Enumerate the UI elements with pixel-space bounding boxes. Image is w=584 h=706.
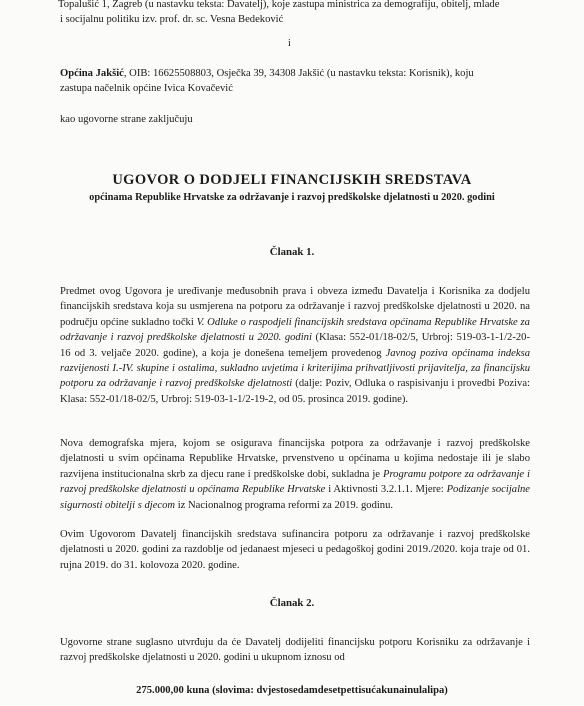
contract-title: UGOVOR O DODJELI FINANCIJSKIH SREDSTAVA (112, 172, 472, 188)
article1-paragraph1 (60, 284, 530, 407)
party1-line2: i socijalnu politiku izv. prof. dr. sc. Vesna Bedeković (60, 14, 284, 25)
a1p1-text-a: Predmet ovog Ugovora je uređivanje međusobnih prava i obveza između Davatelja i Korisnika za dodjelu financijskih sredstava koja su usmjerena na potporu za održavanje i razvoj predškolske djelatnosti u 2020. na području općine sukladno točki (60, 286, 530, 328)
intro-text: kao ugovorne strane zaključuju (60, 114, 193, 125)
a1p2-text-a: Nova demografska mjera, kojom se osigurava financijska potpora za održavanje i razvoj predškolske djelatnosti u svim općinama Republike Hrvatske, prvenstveno u općinama u kojima nedostaje ili je slabo razvijena institucionalna skrb za djecu rane i predškolske dobi, sukladna je (60, 438, 530, 480)
article2-heading: Članak 2. (269, 597, 315, 609)
party1-line1: Topalušić 1, Zagreb (u nastavku teksta: Davatelj), koje zastupa ministrica za demografiju, obitelj, mlade (58, 0, 500, 10)
a1p1-poziv-title: Javnog poziva općinama indeksa razvijenosti I.-IV. skupine i ostalima, sukladno uvjetima i kriterijima prihvatljivosti prijavitelja, za financijsku potporu za održavanje i razvoj predškolske djelatnosti (60, 347, 530, 390)
party-separator: i (288, 38, 291, 49)
a1p2-measure-title: Podizanje socijalne sigurnosti obitelji s djecom (60, 484, 531, 511)
party2-name: Općina Jakšić (60, 68, 124, 79)
article1-paragraph3: Ovim Ugovorom Davatelj financijskih sredstava sufinancira potporu za održavanje i razvoj predškolske djelatnosti u 2020. godini za razdoblje od jedanaest mjeseci u pedagoškoj godini 2019./2020. koja traje od 01. rujna 2019. do 31. kolovoza 2020. godine. (60, 529, 530, 571)
a1p2-text-c: i Aktivnosti 3.2.1.1. Mjere: (325, 484, 447, 496)
article1-paragraph2 (60, 436, 530, 513)
party2-line2: zastupa načelnik općine Ivica Kovačević (60, 83, 233, 94)
a1p2-text-e: iz Nacionalnog programa reformi za 2019. godinu. (175, 499, 394, 511)
article2-paragraph1: Ugovorne strane suglasno utvrđuju da će Davatelj dodijeliti financijsku potporu Korisniku za održavanje i razvoj predškolske djelatnosti u 2020. godini u ukupnom iznosu od (60, 637, 530, 664)
article1-heading: Članak 1. (269, 246, 315, 258)
a1p2-program-title: Programu potpore za održavanje i razvoj predškolske djelatnosti u općinama Republike Hrvatske (60, 468, 530, 496)
party2-details: , OIB: 16625508803, Osječka 39, 34308 Jakšić (u nastavku teksta: Korisnik), koju (123, 68, 474, 79)
a1p1-odluka-title: V. Odluke o raspodjeli financijskih sredstava općinama Republike Hrvatske za održavanje i razvoj predškolske djelatnosti u 2020. godini (60, 316, 530, 344)
grant-amount: 275.000,00 kuna (slovima: dvjestosedamdesetpettisućakunainulalipa) (136, 685, 448, 696)
a1p1-text-e: (dalje: Poziv, Odluka o raspisivanju i provedbi Poziva: Klasa: 552-01/18-02/5, Urbroj: 519-03-1-1/2-19-2, od 05. prosinca 2019. godine). (60, 378, 530, 405)
contract-subtitle: općinama Republike Hrvatske za održavanje i razvoj predškolske djelatnosti u 2020. godini (89, 192, 495, 203)
a1p1-text-c: (Klasa: 552-01/18-02/5, Urbroj: 519-03-1-1/2-20-16 od 3. veljače 2020. godine), a koja je donešena temeljem provedenog (60, 332, 530, 359)
party2-line1 (60, 66, 530, 81)
